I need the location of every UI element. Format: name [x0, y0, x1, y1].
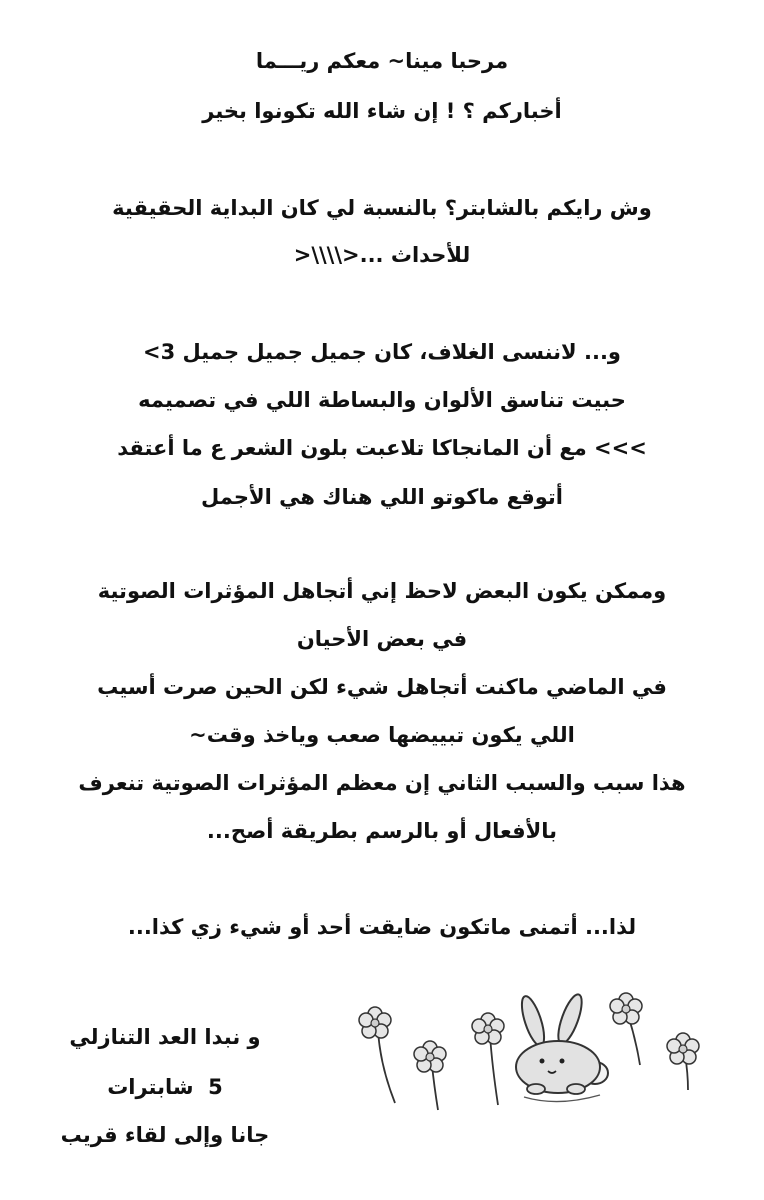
clover-flower-icon [610, 993, 642, 1024]
text-line: في بعض الأحيان [296, 627, 468, 651]
text-line: و... لاننسى الغلاف، كان جميل جميل جميل 3> [143, 340, 621, 364]
rabbit-icon [516, 992, 608, 1102]
chapters-label: شابترات [107, 1075, 194, 1099]
chapters-count: 5 [208, 1075, 223, 1099]
text-line: >>> مع أن المانجاكا تلاعبت بلون الشعر ع ما أعتقد [117, 436, 647, 460]
text-line: وش رايكم بالشابتر؟ بالنسبة لي كان البداية الحقيقية [112, 196, 652, 220]
text-line: اللي يكون تبييضها صعب وياخذ وقت~ [189, 723, 575, 747]
text-line: وممكن يكون البعض لاحظ إني أتجاهل المؤثرات الصوتية [97, 579, 667, 603]
countdown-line: و نبدا العد التنازلي [69, 1025, 261, 1049]
text-line: للأحداث ...<\\\\< [293, 243, 471, 267]
clover-flower-icon [472, 1013, 504, 1044]
text-line: أتوقع ماكوتو اللي هناك هي الأجمل [201, 485, 563, 509]
text-line: أخباركم ؟ ! إن شاء الله تكونوا بخير [202, 99, 562, 123]
clover-flower-icon [414, 1041, 446, 1072]
text-line: حبيت تناسق الألوان والبساطة اللي في تصميمه [138, 388, 626, 412]
text-line: مرحبا مينا~ معكم ريـــما [255, 49, 509, 73]
text-line: لذا... أتمنى ماتكون ضايقت أحد أو شيء زي كذا... [127, 915, 637, 939]
chapters-left [40, 1072, 290, 1102]
clover-flower-icon [359, 1007, 391, 1038]
farewell-line: جانا وإلى لقاء قريب [60, 1123, 270, 1147]
text-line: في الماضي ماكنت أتجاهل شيء لكن الحين صرت أسيب [97, 675, 667, 699]
rabbit-illustration [350, 985, 720, 1120]
text-line: هذا سبب والسبب الثاني إن معظم المؤثرات الصوتية تنعرف [78, 771, 686, 795]
clover-flower-icon [667, 1033, 699, 1064]
text-line: بالأفعال أو بالرسم بطريقة أصح... [206, 819, 558, 843]
